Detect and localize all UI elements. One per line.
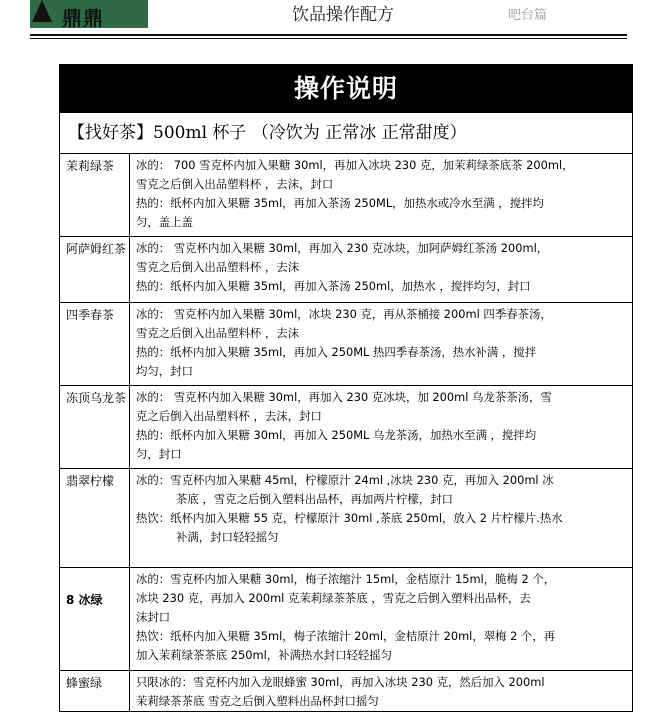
page-header-title: 饮品操作配方 <box>292 5 394 25</box>
instruction-line: 热饮：纸杯内加入果糖 35ml，梅子浓缩汁 20ml，金桔原汁 20ml，翠梅 2 个，再 <box>136 629 556 643</box>
instruction-line: 冰的： 雪克杯内加入果糖 30ml，冰块 230 克，再从茶桶接 200ml 四季春茶汤， <box>136 307 552 321</box>
drink-name: 茉莉绿茶 <box>60 154 130 236</box>
instruction-line: 雪克之后倒入出品塑料杯 ，去沫 <box>136 260 300 274</box>
instruction-line: 冰的： 雪克杯内加入果糖 30ml，再加入 230 克冰块，加阿萨姆红茶汤 200ml， <box>136 241 549 255</box>
instruction-line: 热的：纸杯内加入果糖 30ml，再加入 250ML 乌龙茶汤，加热水至满 ，搅拌均 <box>136 428 537 442</box>
instruction-line: 均匀，封口 <box>136 364 193 378</box>
instruction-line: 只限冰的：雪克杯内加入龙眼蜂蜜 30ml，再加入冰块 230 克，然后加入 200ml <box>136 675 545 689</box>
instruction-line: 冰块 230 克，再加入 200ml 克茉莉绿茶茶底 ，雪克之后倒入塑料出品杯，去 <box>136 591 531 605</box>
drink-instructions <box>130 237 632 302</box>
instruction-line: 冰的： 700 雪克杯内加入果糖 30ml，再加入冰块 230 克，加茉莉绿茶底茶 200ml， <box>136 158 574 172</box>
instruction-line: 加入茉莉绿茶茶底 250ml，补满热水封口轻轻摇匀 <box>136 648 393 662</box>
drink-name: 冻顶乌龙茶 <box>60 386 130 468</box>
instruction-line: 冰的：雪克杯内加入果糖 45ml，柠檬原汁 24ml ,冰块 230 克，再加入 200ml 冰 <box>136 473 554 487</box>
drink-instructions <box>130 469 632 567</box>
instruction-line: 雪克之后倒入出品塑料杯 ，去沫，封口 <box>136 177 334 191</box>
page-header-section: 吧台篇 <box>508 8 548 23</box>
instruction-line: 热饮：纸杯内加入果糖 55 克，柠檬原汁 30ml ,茶底 250ml，放入 2 片柠檬片.热水 <box>136 511 563 525</box>
drink-instructions <box>130 568 632 670</box>
instruction-line: 茉莉绿茶茶底 雪克之后倒入塑料出品杯封口摇匀 <box>136 694 379 708</box>
instruction-line: 沫封口 <box>136 610 171 624</box>
instruction-line: 热的：纸杯内加入果糖 35ml，再加入茶汤 250ml，加热水 ，搅拌均匀，封口 <box>136 279 531 293</box>
drink-name: 蜂蜜绿 <box>60 671 130 711</box>
table-row <box>60 671 632 711</box>
recipe-table <box>59 64 633 712</box>
instruction-line: 冰的：雪克杯内加入果糖 30ml，梅子浓缩汁 15ml，金桔原汁 15ml，脆梅 2 个， <box>136 572 556 586</box>
table-banner: 操作说明 <box>60 65 632 112</box>
drink-name: 四季春茶 <box>60 303 130 385</box>
drink-name: 8 冰绿 <box>60 568 130 670</box>
instruction-line: 补满，封口轻轻摇匀 <box>176 530 279 544</box>
table-row <box>60 154 632 237</box>
instruction-line: 茶底 ，雪克之后倒入塑料出品杯，再加两片柠檬，封口 <box>176 492 453 506</box>
table-row <box>60 568 632 671</box>
drink-instructions <box>130 303 632 385</box>
header-rule-thin <box>30 38 627 39</box>
table-row <box>60 469 632 568</box>
logo-triangle-icon <box>32 0 52 22</box>
brand-logo <box>30 0 148 28</box>
drink-instructions <box>130 671 632 711</box>
table-row <box>60 303 632 386</box>
instruction-line: 热的：纸杯内加入果糖 35ml，再加入 250ML 热四季春茶汤，热水补满 ，搅拌 <box>136 345 537 359</box>
instruction-line: 匀，盖上盖 <box>136 215 193 229</box>
instruction-line: 匀，封口 <box>136 447 182 461</box>
drink-name: 阿萨姆红茶 <box>60 237 130 302</box>
table-row <box>60 386 632 469</box>
table-subheader: 【找好茶】500ml 杯子 （冷饮为 正常冰 正常甜度） <box>60 112 632 154</box>
drink-instructions <box>130 386 632 468</box>
drink-name: 翡翠柠檬 <box>60 469 130 567</box>
instruction-line: 克之后倒入出品塑料杯 ，去沫，封口 <box>136 409 322 423</box>
instruction-line: 冰的： 雪克杯内加入果糖 30ml，再加入 230 克冰块，加 200ml 乌龙茶茶汤，雪 <box>136 390 552 404</box>
logo-text: 鼎鼎 <box>62 6 104 28</box>
drink-instructions <box>130 154 632 236</box>
instruction-line: 热的：纸杯内加入果糖 35ml，再加入茶汤 250ML，加热水或冷水至满 ，搅拌均 <box>136 196 544 210</box>
instruction-line: 雪克之后倒入出品塑料杯 ，去沫 <box>136 326 300 340</box>
header-rule <box>30 34 627 36</box>
table-row <box>60 237 632 303</box>
